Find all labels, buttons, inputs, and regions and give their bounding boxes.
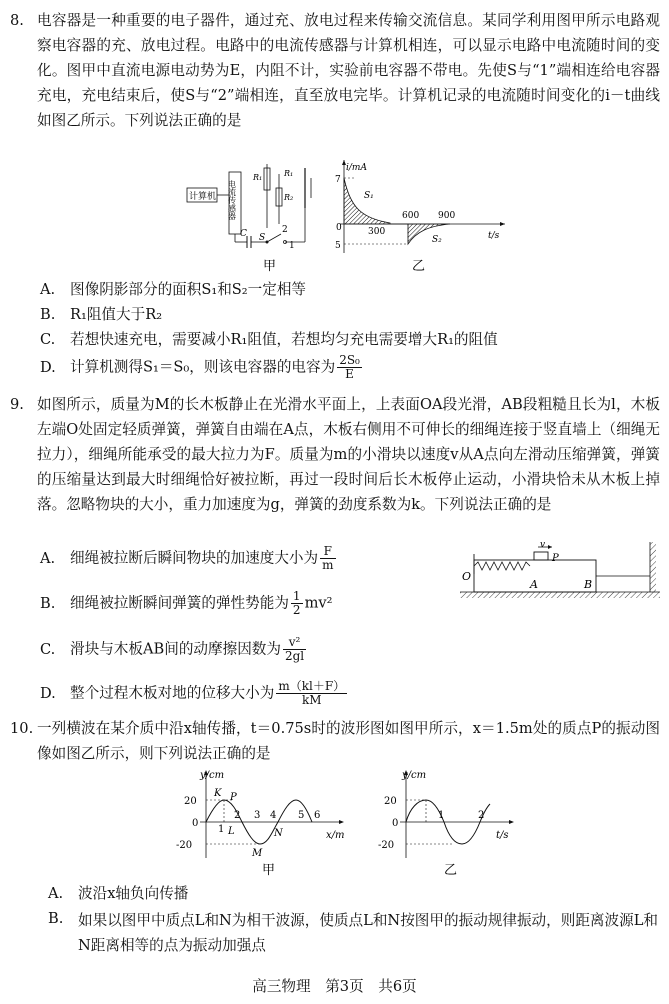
- page-footer: 高三物理 第3页 共6页: [252, 978, 417, 995]
- point-m-label: M: [252, 848, 263, 859]
- q8-current-time-graph: [330, 158, 515, 278]
- figure-caption-jia: 甲: [262, 863, 276, 878]
- point-n-label: N: [274, 828, 283, 839]
- q10-vibration-graph: [372, 766, 522, 878]
- tick-900: 900: [438, 211, 456, 221]
- switch-label: S: [259, 233, 266, 243]
- fraction: $\frac{\text{2S₀}}{E}$: [339, 353, 360, 381]
- y-top-tick: 7: [335, 175, 341, 185]
- x-axis-label: t/s: [488, 231, 500, 241]
- y-tick-20: 20: [184, 796, 197, 807]
- fraction: $\frac{F}{m}$: [322, 544, 334, 572]
- q8-option-d[interactable]: D. 计算机测得S₁＝S₀，则该电容器的电容为 $\frac{\text{2S₀}}{E}$: [40, 353, 360, 381]
- x-tick-5: 5: [298, 810, 305, 821]
- terminal-1-label: 1: [289, 241, 295, 251]
- point-b-label: B: [584, 578, 593, 591]
- fraction: $\frac{1}{2}$: [292, 589, 301, 617]
- figure-caption-jia: 甲: [263, 259, 277, 274]
- q10-option-b[interactable]: B. 如果以图甲中质点L和N为相干波源，使质点L和N按图甲的振动规律振动，则距离波源L和N距离相等的点为振动加强点: [48, 910, 658, 954]
- point-o-label: O: [462, 570, 472, 583]
- computer-label: 计算机: [189, 192, 217, 202]
- area-s2: S₂: [432, 235, 442, 245]
- q8-option-b[interactable]: B. R₁阻值大于R₂: [40, 306, 163, 323]
- x-tick-6: 6: [314, 810, 321, 821]
- question-text: 一列横波在某介质中沿x轴传播，t＝0.75s时的波形图如图甲所示，x＝1.5m处的质点P的振动图像如图乙所示，则下列说法正确的是: [37, 720, 660, 762]
- q9-option-a[interactable]: A. 细绳被拉断后瞬间物块的加速度大小为 $\frac{F}{m}$: [40, 544, 334, 572]
- x-axis-label: x/m: [326, 830, 345, 841]
- terminal-2-label: 2: [282, 225, 288, 235]
- y-tick-20: 20: [384, 796, 397, 807]
- block-p-label: P: [552, 553, 559, 564]
- q9-board-figure: [460, 542, 660, 604]
- q10-wave-graph: [172, 766, 352, 878]
- point-k-label: K: [214, 788, 222, 799]
- velocity-label: v: [540, 542, 546, 550]
- x-axis-label: t/s: [496, 830, 509, 841]
- question-10: [10, 716, 660, 766]
- y-tick-0: 0: [192, 818, 199, 829]
- sensor-label: 电流传感器: [227, 180, 237, 220]
- figure-caption-yi: 乙: [444, 863, 458, 878]
- question-text: 电容器是一种重要的电子器件，通过充、放电过程来传输交流信息。某同学利用图甲所示电路观察电容器的充、放电过程。电路中的电流传感器与计算机相连，可以显示电路中电流随时间的变化。图甲中直流电源电动势为E，内阻不计，实验前电容器不带电。先使S与“1”端相连给电容器充电，充电结束后，使S与“2”端相连，直至放电完毕。计算机记录的电流随时间变化的i－t曲线如图乙所示。下列说法正确的是: [37, 12, 660, 129]
- capacitor-label: C: [240, 229, 247, 239]
- q9-option-d[interactable]: D. 整个过程木板对地的位移大小为 $\frac{m(kl+F)}{kM}$: [40, 679, 346, 707]
- q8-option-c[interactable]: C. 若想快速充电，需要减小R₁阻值，若想均匀充电需要增大R₁的阻值: [40, 331, 498, 348]
- question-number: 9.: [10, 396, 24, 413]
- figure-caption-yi: 乙: [412, 259, 426, 274]
- question-text: 如图所示，质量为M的长木板静止在光滑水平面上，上表面OA段光滑，AB段粗糙且长为l，木板左端O处固定轻质弹簧，弹簧自由端在A点，木板右侧用不可伸长的细绳连接于竖直墙上（细绳无拉力），细绳所能承受的最大拉力为F。质量为m的小滑块以速度v从A点向左滑动压缩弹簧，弹簧的压缩量达到最大时细绳恰好被拉断，再过一段时间后长木板停止运动，小滑块恰未从木板上掉落。忽略物块的大小，重力加速度为g，弹簧的劲度系数为k。下列说法正确的是: [37, 396, 660, 513]
- question-8: [10, 8, 660, 133]
- x-tick-4: 4: [270, 810, 277, 821]
- q9-option-b[interactable]: B. 细绳被拉断瞬间弹簧的弹性势能为 $\frac{1}{2}$ mv²: [40, 589, 333, 617]
- y-axis-label: y/cm: [402, 770, 427, 781]
- t-tick-2: 2: [478, 810, 485, 821]
- point-l-label: L: [228, 826, 235, 837]
- x-tick-3: 3: [254, 810, 261, 821]
- q8-option-a[interactable]: A. 图像阴影部分的面积S₁和S₂一定相等: [40, 281, 307, 298]
- question-number: 8.: [10, 12, 24, 29]
- point-a-label: A: [530, 578, 538, 591]
- r1-label-left: R₁: [253, 173, 263, 182]
- q8-circuit-figure: [185, 158, 335, 278]
- tick-300: 300: [368, 227, 386, 237]
- t-tick-1: 1: [438, 810, 445, 821]
- x-tick-2: 2: [234, 810, 241, 821]
- y-axis-label: i/mA: [346, 163, 367, 173]
- y-axis-label: y/cm: [200, 770, 225, 781]
- r2-label: R₂: [284, 193, 294, 202]
- fraction: $\frac{\text{v²}}{2gl}$: [284, 635, 305, 663]
- y-tick-neg20: -20: [378, 840, 395, 851]
- x-tick-1: 1: [218, 824, 225, 835]
- area-s1: S₁: [364, 191, 374, 201]
- q9-option-c[interactable]: C. 滑块与木板AB间的动摩擦因数为 $\frac{\text{v²}}{2gl}$: [40, 635, 305, 663]
- y-tick-0: 0: [392, 818, 399, 829]
- origin-label: 0: [336, 223, 342, 233]
- fraction: $\frac{m(kl+F)}{kM}$: [278, 679, 346, 707]
- y-tick-neg20: -20: [176, 840, 193, 851]
- question-number: 10.: [10, 720, 34, 737]
- q10-option-a[interactable]: A. 波沿x轴负向传播: [48, 885, 189, 902]
- point-p-label: P: [230, 792, 237, 803]
- tick-600: 600: [402, 211, 420, 221]
- y-bottom-tick: 5: [335, 241, 341, 251]
- question-9: [10, 392, 660, 517]
- r1-label-right: R₁: [284, 169, 294, 178]
